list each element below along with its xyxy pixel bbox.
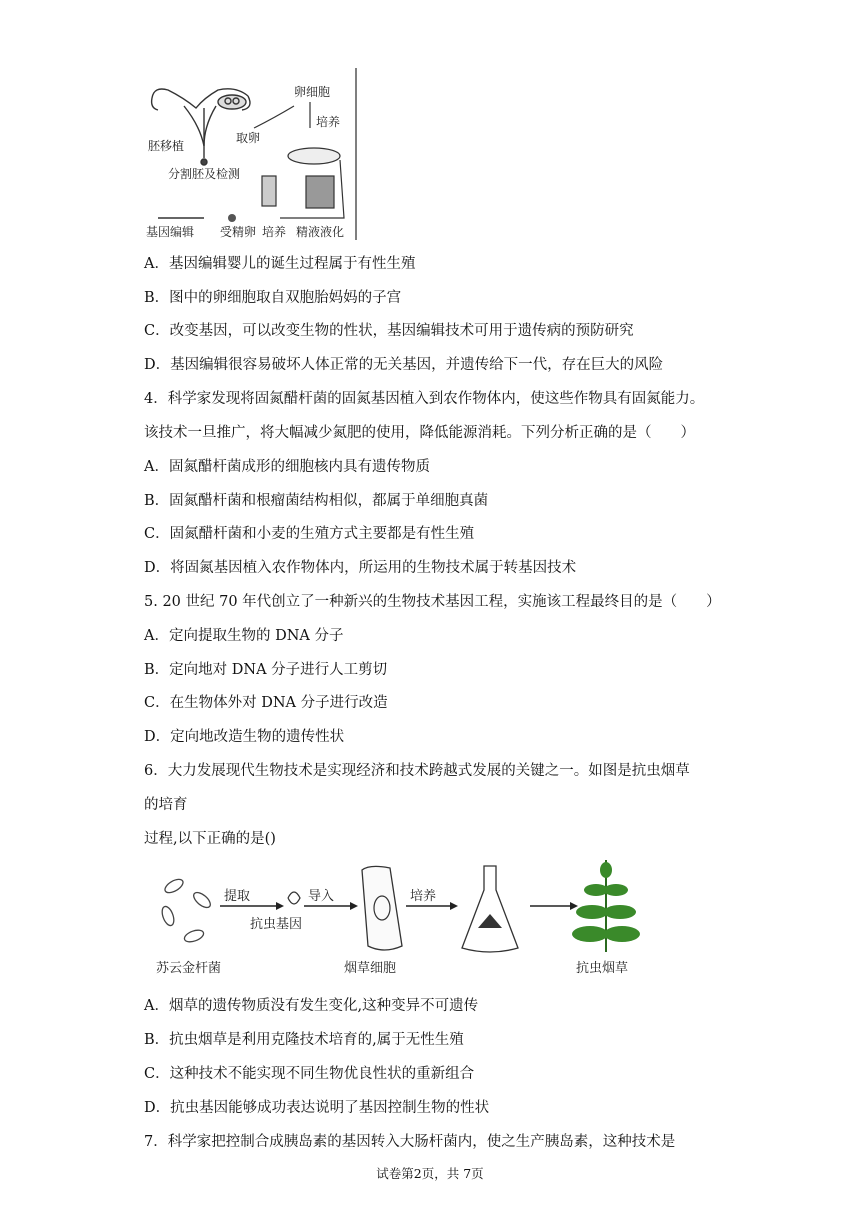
q3-option-b: B．图中的卵细胞取自双胞胎妈妈的子宫 bbox=[144, 290, 402, 306]
test-tube bbox=[262, 176, 276, 206]
q6-stem-line2: 的培育 bbox=[144, 797, 188, 813]
insert-label: 导入 bbox=[308, 889, 335, 904]
q4-stem-line1: 4．科学家发现将固氮醋杆菌的固氮基因植入到农作物体内，使这些作物具有固氮能力。 bbox=[144, 391, 705, 407]
retrieve-egg-label: 取卵 bbox=[236, 131, 261, 145]
page-footer: 试卷第2页，共 7页 bbox=[376, 1166, 484, 1181]
q3-option-a: A．基因编辑婴儿的诞生过程属于有性生殖 bbox=[144, 256, 416, 272]
pest-tobacco-label: 抗虫烟草 bbox=[576, 961, 629, 976]
q4-option-a: A．固氮醋杆菌成形的细胞核内具有遗传物质 bbox=[144, 459, 430, 475]
tobacco-cell-label: 烟草细胞 bbox=[344, 961, 397, 976]
pest-resistant-tobacco-figure bbox=[144, 856, 664, 980]
tobacco-cell-icon bbox=[362, 866, 402, 950]
culture-top-label: 培养 bbox=[316, 115, 341, 129]
q5-option-b: B．定向地对 DNA 分子进行人工剪切 bbox=[144, 662, 388, 678]
culture-bottom-label: 培养 bbox=[262, 225, 287, 239]
q5-option-a: A．定向提取生物的 DNA 分子 bbox=[144, 628, 344, 644]
bacteria-icon bbox=[160, 877, 213, 944]
split-embryo-label: 分割胚及检测 bbox=[168, 167, 241, 181]
q6-option-c: C．这种技术不能实现不同生物优良性状的重新组合 bbox=[144, 1066, 475, 1082]
bacteria-label: 苏云金杆菌 bbox=[156, 961, 222, 976]
q6-option-b: B．抗虫烟草是利用克隆技术培育的,属于无性生殖 bbox=[144, 1032, 464, 1048]
embryo-transfer-label: 胚移植 bbox=[148, 139, 185, 153]
gene-icon bbox=[288, 892, 300, 904]
q4-option-b: B．固氮醋杆菌和根瘤菌结构相似，都属于单细胞真菌 bbox=[144, 493, 489, 509]
uterus-diagram bbox=[152, 89, 250, 165]
fertilized-egg-dot bbox=[228, 214, 236, 222]
q6-option-d: D．抗虫基因能够成功表达说明了基因控制生物的性状 bbox=[144, 1100, 490, 1116]
q5-option-d: D．定向地改造生物的遗传性状 bbox=[144, 729, 345, 745]
q4-option-c: C．固氮醋杆菌和小麦的生殖方式主要都是有性生殖 bbox=[144, 526, 475, 542]
q5-option-c: C．在生物体外对 DNA 分子进行改造 bbox=[144, 695, 388, 711]
insert-arrowhead bbox=[350, 902, 358, 910]
q3-option-d: D．基因编辑很容易破坏人体正常的无关基因，并遗传给下一代，存在巨大的风险 bbox=[144, 357, 664, 373]
culture-arrowhead bbox=[450, 902, 458, 910]
q6-stem-line1: 6．大力发展现代生物技术是实现经济和技术跨越式发展的关键之一。如图是抗虫烟草 bbox=[144, 763, 690, 779]
extract-label: 提取 bbox=[224, 889, 251, 904]
gene-label: 抗虫基因 bbox=[250, 917, 303, 932]
extract-arrowhead bbox=[276, 902, 284, 910]
q6-stem-line3: 过程,以下正确的是() bbox=[144, 831, 276, 847]
q6-option-a: A．烟草的遗传物质没有发生变化,这种变异不可遗传 bbox=[144, 998, 479, 1014]
gene-edit-label: 基因编辑 bbox=[146, 225, 195, 239]
arrow-to-egg bbox=[254, 106, 294, 128]
tobacco-plant-icon bbox=[572, 860, 640, 952]
fertilized-egg-label: 受精卵 bbox=[220, 225, 257, 239]
flask-icon bbox=[462, 866, 518, 952]
culture-label: 培养 bbox=[410, 889, 437, 904]
q4-stem-line2: 该技术一旦推广，将大幅减少氮肥的使用，降低能源消耗。下列分析正确的是（ ） bbox=[144, 425, 695, 441]
gene-editing-process-figure bbox=[144, 68, 358, 240]
q5-stem: 5. 20 世纪 70 年代创立了一种新兴的生物技术基因工程，实施该工程最终目的是（ ） bbox=[144, 594, 721, 610]
q7-stem: 7．科学家把控制合成胰岛素的基因转入大肠杆菌内，使之生产胰岛素，这种技术是 bbox=[144, 1134, 676, 1150]
petri-dish bbox=[288, 148, 340, 164]
grow-arrowhead bbox=[570, 902, 578, 910]
semen-jar bbox=[306, 176, 334, 208]
q3-option-c: C．改变基因，可以改变生物的性状，基因编辑技术可用于遗传病的预防研究 bbox=[144, 323, 634, 339]
sperm-liquefy-label: 精液液化 bbox=[296, 225, 345, 239]
q4-option-d: D．将固氮基因植入农作物体内，所运用的生物技术属于转基因技术 bbox=[144, 560, 577, 576]
egg-cell-label: 卵细胞 bbox=[294, 85, 331, 99]
